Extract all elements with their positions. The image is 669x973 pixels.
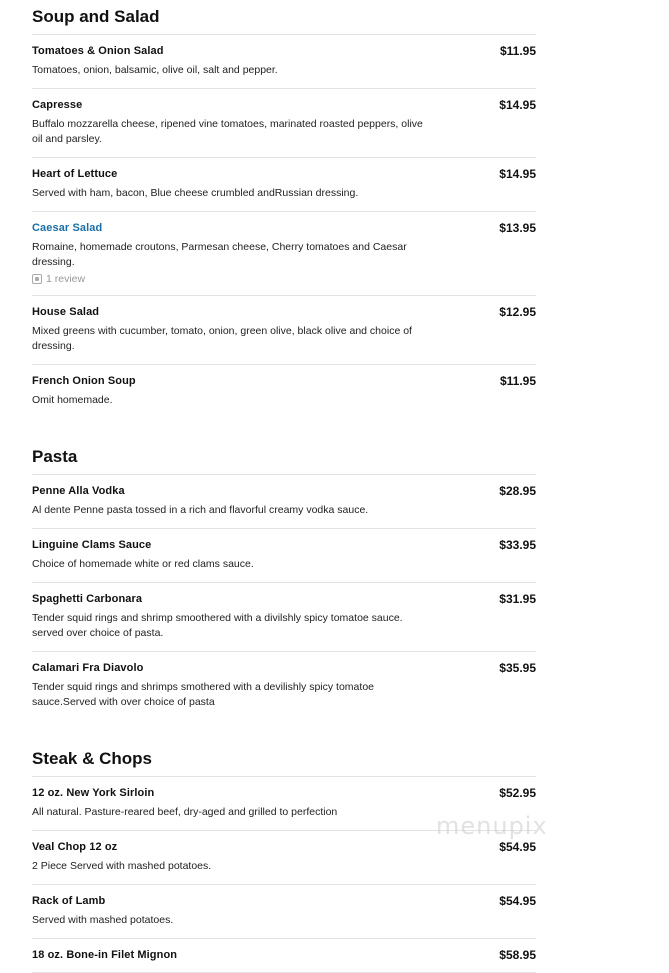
- review-icon: [32, 274, 42, 284]
- section-title: Steak & Chops: [32, 742, 536, 777]
- item-price: $14.95: [499, 98, 536, 112]
- item-name: Linguine Clams Sauce: [32, 539, 152, 551]
- review-link[interactable]: [32, 273, 536, 285]
- item-description: Romaine, homemade croutons, Parmesan cheese, Cherry tomatoes and Caesar dressing.: [32, 241, 407, 268]
- item-price: $52.95: [499, 786, 536, 800]
- menu-item: [32, 939, 536, 973]
- menu-item: [32, 583, 536, 652]
- item-price: $54.95: [499, 894, 536, 908]
- item-price: $11.95: [499, 374, 536, 388]
- menu-item: [32, 529, 536, 583]
- item-name: Tomatoes & Onion Salad: [32, 45, 164, 57]
- item-description: Buffalo mozzarella cheese, ripened vine tomatoes, marinated roasted peppers, olive oil and parsley.: [32, 118, 423, 145]
- item-description: Tomatoes, onion, balsamic, olive oil, salt and pepper.: [32, 64, 278, 76]
- item-price: $54.95: [499, 840, 536, 854]
- menu-item: [32, 212, 536, 296]
- review-count: 1 review: [46, 273, 86, 285]
- item-price: $13.95: [499, 221, 536, 235]
- item-price: $14.95: [499, 167, 536, 181]
- menu-item: [32, 158, 536, 212]
- item-name-link[interactable]: Caesar Salad: [32, 222, 103, 234]
- item-price: $28.95: [499, 484, 536, 498]
- item-name: Spaghetti Carbonara: [32, 593, 143, 605]
- menu-item: [32, 475, 536, 529]
- section-steak-and-chops: [32, 742, 536, 973]
- menu-item: [32, 296, 536, 365]
- menu-item: [32, 365, 536, 418]
- item-description: 2 Piece Served with mashed potatoes.: [32, 860, 212, 872]
- item-description: Served with mashed potatoes.: [32, 914, 174, 926]
- item-description: All natural. Pasture-reared beef, dry-aged and grilled to perfection: [32, 806, 338, 818]
- item-name: Veal Chop 12 oz: [32, 841, 118, 853]
- section-pasta: [32, 440, 536, 720]
- menu-item: [32, 652, 536, 720]
- item-name: House Salad: [32, 306, 100, 318]
- item-name: French Onion Soup: [32, 375, 136, 387]
- item-price: $11.95: [499, 44, 536, 58]
- section-title: Pasta: [32, 440, 536, 475]
- item-name: Calamari Fra Diavolo: [32, 662, 144, 674]
- item-price: $35.95: [499, 661, 536, 675]
- menu-item: [32, 89, 536, 158]
- watermark: menupix: [436, 812, 548, 840]
- item-name: Penne Alla Vodka: [32, 485, 125, 497]
- item-price: $12.95: [499, 305, 536, 319]
- menu-item: [32, 885, 536, 939]
- item-price: $33.95: [499, 538, 536, 552]
- section-soup-and-salad: [32, 0, 536, 418]
- item-price: $31.95: [499, 592, 536, 606]
- item-description: Omit homemade.: [32, 394, 113, 406]
- item-description: Served with ham, bacon, Blue cheese crumbled andRussian dressing.: [32, 187, 359, 199]
- item-description: Al dente Penne pasta tossed in a rich and flavorful creamy vodka sauce.: [32, 504, 369, 516]
- item-name: 12 oz. New York Sirloin: [32, 787, 155, 799]
- item-name: Heart of Lettuce: [32, 168, 118, 180]
- section-spacer: [32, 418, 536, 440]
- item-description: Choice of homemade white or red clams sauce.: [32, 558, 254, 570]
- item-name: Capresse: [32, 99, 83, 111]
- item-description: Tender squid rings and shrimp smoothered with a divilshly spicy tomatoe sauce. served over choice of pasta.: [32, 612, 403, 639]
- item-name: Rack of Lamb: [32, 895, 106, 907]
- section-title: Soup and Salad: [32, 0, 536, 35]
- menu-item: [32, 35, 536, 89]
- item-name: 18 oz. Bone-in Filet Mignon: [32, 949, 178, 961]
- section-spacer: [32, 720, 536, 742]
- item-description: Mixed greens with cucumber, tomato, onion, green olive, black olive and choice of dressing.: [32, 325, 412, 352]
- item-price: $58.95: [499, 948, 536, 962]
- item-description: Tender squid rings and shrimps smothered with a devilishly spicy tomatoe sauce.Served with over choice of pasta: [32, 681, 374, 708]
